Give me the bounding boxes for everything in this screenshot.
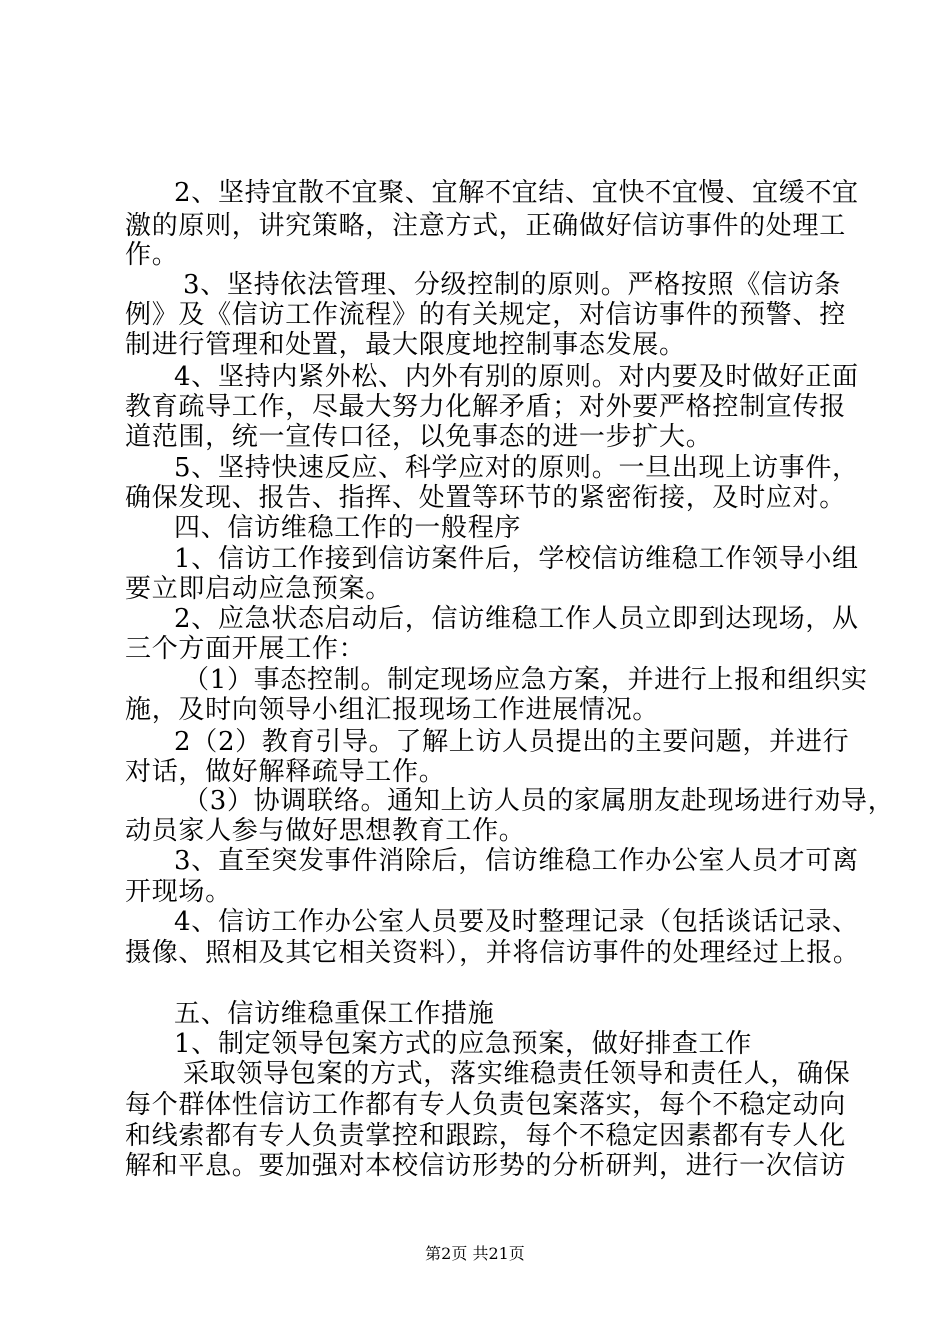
text-line: 采取领导包案的方式，落实维稳责任领导和责任人，确保 <box>183 1059 851 1089</box>
text-line: 2、坚持宜散不宜聚、宜解不宜结、宜快不宜慢、宜缓不宜 <box>174 178 859 208</box>
text-line: 解和平息。要加强对本校信访形势的分析研判，进行一次信访 <box>125 1151 846 1181</box>
text-line: 2、应急状态启动后，信访维稳工作人员立即到达现场，从 <box>174 604 859 634</box>
section-heading: 四、信访维稳工作的一般程序 <box>174 513 522 543</box>
text-line: 要立即启动应急预案。 <box>125 574 393 604</box>
text-line: 动员家人参与做好思想教育工作。 <box>125 816 526 846</box>
text-line: 2（2）教育引导。了解上访人员提出的主要问题，并进行 <box>174 727 850 757</box>
text-line: 制进行管理和处置，最大限度地控制事态发展。 <box>125 330 686 360</box>
text-line: 作。 <box>125 240 179 270</box>
text-line: 道范围，统一宣传口径，以免事态的进一步扩大。 <box>125 422 713 452</box>
text-line: （1）事态控制。制定现场应急方案，并进行上报和组织实 <box>183 665 868 695</box>
text-line: 例》及《信访工作流程》的有关规定，对信访事件的预警、控 <box>125 300 846 330</box>
page-footer: 第2页 共21页 <box>425 1244 525 1263</box>
section-heading: 五、信访维稳重保工作措施 <box>174 999 495 1029</box>
text-line: 对话，做好解释疏导工作。 <box>125 757 446 787</box>
text-line: 和线索都有专人负责掌控和跟踪，每个不稳定因素都有专人化 <box>125 1121 846 1151</box>
text-line: 激的原则，讲究策略，注意方式，正确做好信访事件的处理工 <box>125 211 846 241</box>
text-line: 4、信访工作办公室人员要及时整理记录（包括谈话记录、 <box>174 907 859 937</box>
text-line: 3、直至突发事件消除后，信访维稳工作办公室人员才可离 <box>174 846 859 876</box>
text-line: 4、坚持内紧外松、内外有别的原则。对内要及时做好正面 <box>174 362 859 392</box>
text-line: 摄像、照相及其它相关资料），并将信访事件的处理经过上报。 <box>125 938 860 968</box>
text-line: 教育疏导工作，尽最大努力化解矛盾；对外要严格控制宣传报 <box>125 392 846 422</box>
text-line: 1、信访工作接到信访案件后，学校信访维稳工作领导小组 <box>174 544 859 574</box>
text-line: 开现场。 <box>125 877 232 907</box>
text-line: 1、制定领导包案方式的应急预案，做好排查工作 <box>174 1029 752 1059</box>
text-line: 5、坚持快速反应、科学应对的原则。一旦出现上访事件， <box>174 453 859 483</box>
text-line: 施，及时向领导小组汇报现场工作进展情况。 <box>125 695 660 725</box>
text-line: 确保发现、报告、指挥、处置等环节的紧密衔接，及时应对。 <box>125 483 846 513</box>
text-line: （3）协调联络。通知上访人员的家属朋友赴现场进行劝导， <box>183 786 895 816</box>
text-line: 每个群体性信访工作都有专人负责包案落实，每个不稳定动向 <box>125 1090 846 1120</box>
text-line: 三个方面开展工作： <box>125 634 366 664</box>
text-line: 3、坚持依法管理、分级控制的原则。严格按照《信访条 <box>183 270 842 300</box>
